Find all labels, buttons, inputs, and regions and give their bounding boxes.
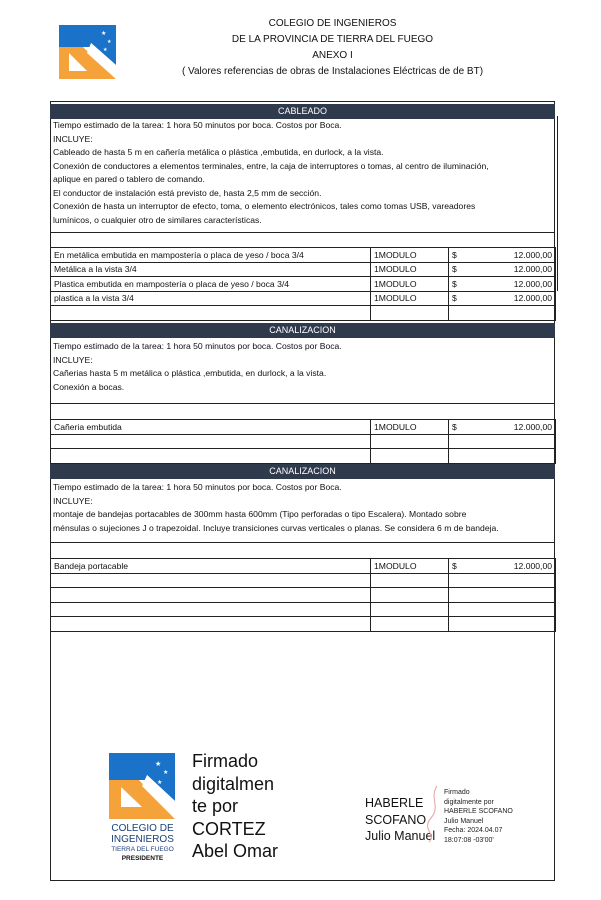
table-row — [51, 434, 556, 449]
desc-line: INCLUYE: — [53, 133, 93, 144]
desc-line: montaje de bandejas portacables de 300mm hasta 600mm (Tipo perforadas o tipo Escalera). Montado sobre — [53, 509, 467, 519]
price-cell — [449, 449, 556, 464]
item-cell — [51, 306, 371, 321]
unit-cell: 1MODULO — [371, 277, 449, 292]
logo-caption-line: COLEGIO DE — [111, 823, 174, 834]
desc-line: INCLUYE: — [53, 495, 93, 506]
table-row — [51, 248, 556, 263]
logo-caption — [95, 823, 190, 863]
svg-text:★: ★ — [163, 770, 169, 776]
desc-line: Cableado de hasta 5 m en cañería metálica o plástica ,embutida, en durlock, a la vista. — [53, 147, 384, 157]
logo-caption-line: TIERRA DEL FUEGO — [111, 846, 174, 853]
unit-cell: 1MODULO — [371, 559, 449, 574]
item-cell: Plastica embutida en mampostería o placa de yeso / boca 3/4 — [51, 277, 371, 292]
price-cell — [449, 306, 556, 321]
signature-line: Abel Omar — [192, 841, 279, 861]
currency: $ — [452, 421, 457, 432]
signature-line: SCOFANO — [365, 812, 427, 827]
desc-line: Cañerias hasta 5 m metálica o plástica ,embutida, en durlock, a la vista. — [53, 368, 327, 378]
price-cell — [449, 559, 556, 574]
item-cell — [51, 617, 371, 632]
price-table-canalizacion-1 — [50, 419, 556, 464]
price-cell — [449, 602, 556, 617]
section-separator — [50, 232, 555, 233]
unit-cell: 1MODULO — [371, 420, 449, 435]
item-cell — [51, 588, 371, 603]
desc-line: lumínicos, o cualquier otro de similares características. — [53, 214, 262, 225]
price-cell — [449, 291, 556, 306]
price-cell — [449, 262, 556, 277]
unit-cell — [371, 449, 449, 464]
table-row — [51, 617, 556, 632]
desc-line: Conexión de conductores a elementos terminales, entre, la caja de interruptores o tomas, al centro de iluminación, — [53, 160, 489, 171]
digital-signature-cortez — [192, 750, 278, 863]
item-cell: En metálica embutida en mampostería o placa de yeso / boca 3/4 — [51, 248, 371, 263]
desc-line: Tiempo estimado de la tarea: 1 hora 50 minutos por boca. Costos por Boca. — [53, 482, 342, 492]
section-description-cableado — [53, 119, 553, 227]
section-header-cableado: CABLEADO — [50, 104, 555, 119]
currency: $ — [452, 278, 457, 289]
unit-cell — [371, 602, 449, 617]
signature-scribble — [423, 784, 445, 844]
signature-detail-line: digitalmente por — [444, 798, 494, 806]
desc-line: Tiempo estimado de la tarea: 1 hora 50 minutos por boca. Costos por Boca. — [53, 341, 342, 351]
table-row — [51, 573, 556, 588]
table-row — [51, 602, 556, 617]
price-value: 12.000,00 — [513, 278, 552, 289]
signature-line: te por — [192, 796, 239, 816]
signature-line: Firmado — [192, 751, 259, 771]
price-value: 12.000,00 — [513, 560, 552, 571]
colegio-logo-signature — [109, 753, 175, 819]
unit-cell — [371, 573, 449, 588]
price-value: 12.000,00 — [513, 293, 552, 304]
signature-line: digitalmen — [192, 773, 275, 794]
svg-text:★: ★ — [101, 31, 107, 37]
svg-text:★: ★ — [155, 761, 162, 768]
section-separator — [50, 403, 555, 404]
signature-detail-line: Fecha: 2024.04.07 — [444, 827, 503, 835]
signature-detail-line: Firmado — [444, 789, 470, 796]
desc-line: aplique en pared o tablero de comando. — [53, 174, 205, 184]
item-cell: plastica a la vista 3/4 — [51, 291, 371, 306]
price-value: 12.000,00 — [513, 264, 552, 275]
price-value: 12.000,00 — [513, 421, 552, 432]
section-description-canalizacion-1 — [53, 340, 553, 394]
item-cell: Cañeria embutida — [51, 420, 371, 435]
currency: $ — [452, 249, 457, 260]
price-cell — [449, 617, 556, 632]
price-value: 12.000,00 — [513, 249, 552, 260]
desc-line: El conductor de instalación está previsto de, hasta 2,5 mm de sección. — [53, 187, 322, 198]
document-header — [140, 16, 525, 80]
desc-line: Conexión de hasta un interruptor de efecto, toma, o elemento electrónicos, tales como tomas USB, vareadores — [53, 201, 476, 211]
desc-line: ménsulas o sujeciones J o trapezoidal. Incluye transiciones curvas verticales o planas. Se considera 6 m de bandeja. — [53, 522, 499, 533]
desc-line: Tiempo estimado de la tarea: 1 hora 50 minutos por boca. Costos por Boca. — [53, 120, 342, 130]
table-row — [51, 588, 556, 603]
header-line-1: COLEGIO DE INGENIEROS — [268, 18, 397, 29]
section-description-canalizacion-2 — [53, 481, 553, 535]
svg-text:★: ★ — [103, 47, 108, 53]
signature-line: HABERLE — [365, 796, 424, 810]
table-row — [51, 291, 556, 306]
table-row — [51, 449, 556, 464]
unit-cell: 1MODULO — [371, 262, 449, 277]
price-cell — [449, 434, 556, 449]
unit-cell — [371, 306, 449, 321]
item-cell — [51, 573, 371, 588]
currency: $ — [452, 560, 457, 571]
unit-cell — [371, 434, 449, 449]
currency: $ — [452, 293, 457, 304]
signature-line: Julio Manuel — [365, 829, 436, 843]
section-separator — [50, 542, 555, 543]
desc-line: Conexión a bocas. — [53, 381, 125, 392]
signature-details — [444, 788, 513, 846]
signature-detail-line: Julio Manuel — [444, 817, 484, 825]
signature-detail-line: HABERLE SCOFANO — [444, 808, 513, 816]
price-cell — [449, 248, 556, 263]
price-cell — [449, 277, 556, 292]
item-cell — [51, 434, 371, 449]
logo-caption-line: INGENIEROS — [111, 834, 174, 845]
table-row — [51, 306, 556, 321]
item-cell — [51, 602, 371, 617]
header-line-3: ANEXO I — [312, 50, 353, 61]
desc-line: INCLUYE: — [53, 354, 93, 365]
table-row — [51, 420, 556, 435]
colegio-logo-header — [57, 23, 118, 81]
section-header-canalizacion-2: CANALIZACION — [50, 464, 555, 479]
currency: $ — [452, 264, 457, 275]
price-table-canalizacion-2 — [50, 558, 556, 632]
unit-cell: 1MODULO — [371, 291, 449, 306]
price-cell — [449, 588, 556, 603]
section-header-canalizacion-1: CANALIZACION — [50, 323, 555, 338]
signature-line: CORTEZ — [192, 818, 266, 839]
item-cell: Metálica a la vista 3/4 — [51, 262, 371, 277]
unit-cell: 1MODULO — [371, 248, 449, 263]
price-cell — [449, 573, 556, 588]
svg-text:★: ★ — [157, 780, 163, 786]
unit-cell — [371, 617, 449, 632]
logo-caption-role: PRESIDENTE — [121, 855, 164, 862]
price-cell — [449, 420, 556, 435]
frame-right-edge — [557, 116, 558, 291]
header-line-4: ( Valores referencias de obras de Instalaciones Eléctricas de de BT) — [181, 66, 484, 77]
svg-text:★: ★ — [107, 39, 112, 45]
table-row — [51, 277, 556, 292]
unit-cell — [371, 588, 449, 603]
item-cell — [51, 449, 371, 464]
header-line-2: DE LA PROVINCIA DE TIERRA DEL FUEGO — [231, 34, 434, 45]
signature-detail-line: 18:07:08 -03'00' — [444, 836, 494, 844]
item-cell: Bandeja portacable — [51, 559, 371, 574]
table-row — [51, 262, 556, 277]
table-row — [51, 559, 556, 574]
price-table-cableado — [50, 247, 556, 321]
